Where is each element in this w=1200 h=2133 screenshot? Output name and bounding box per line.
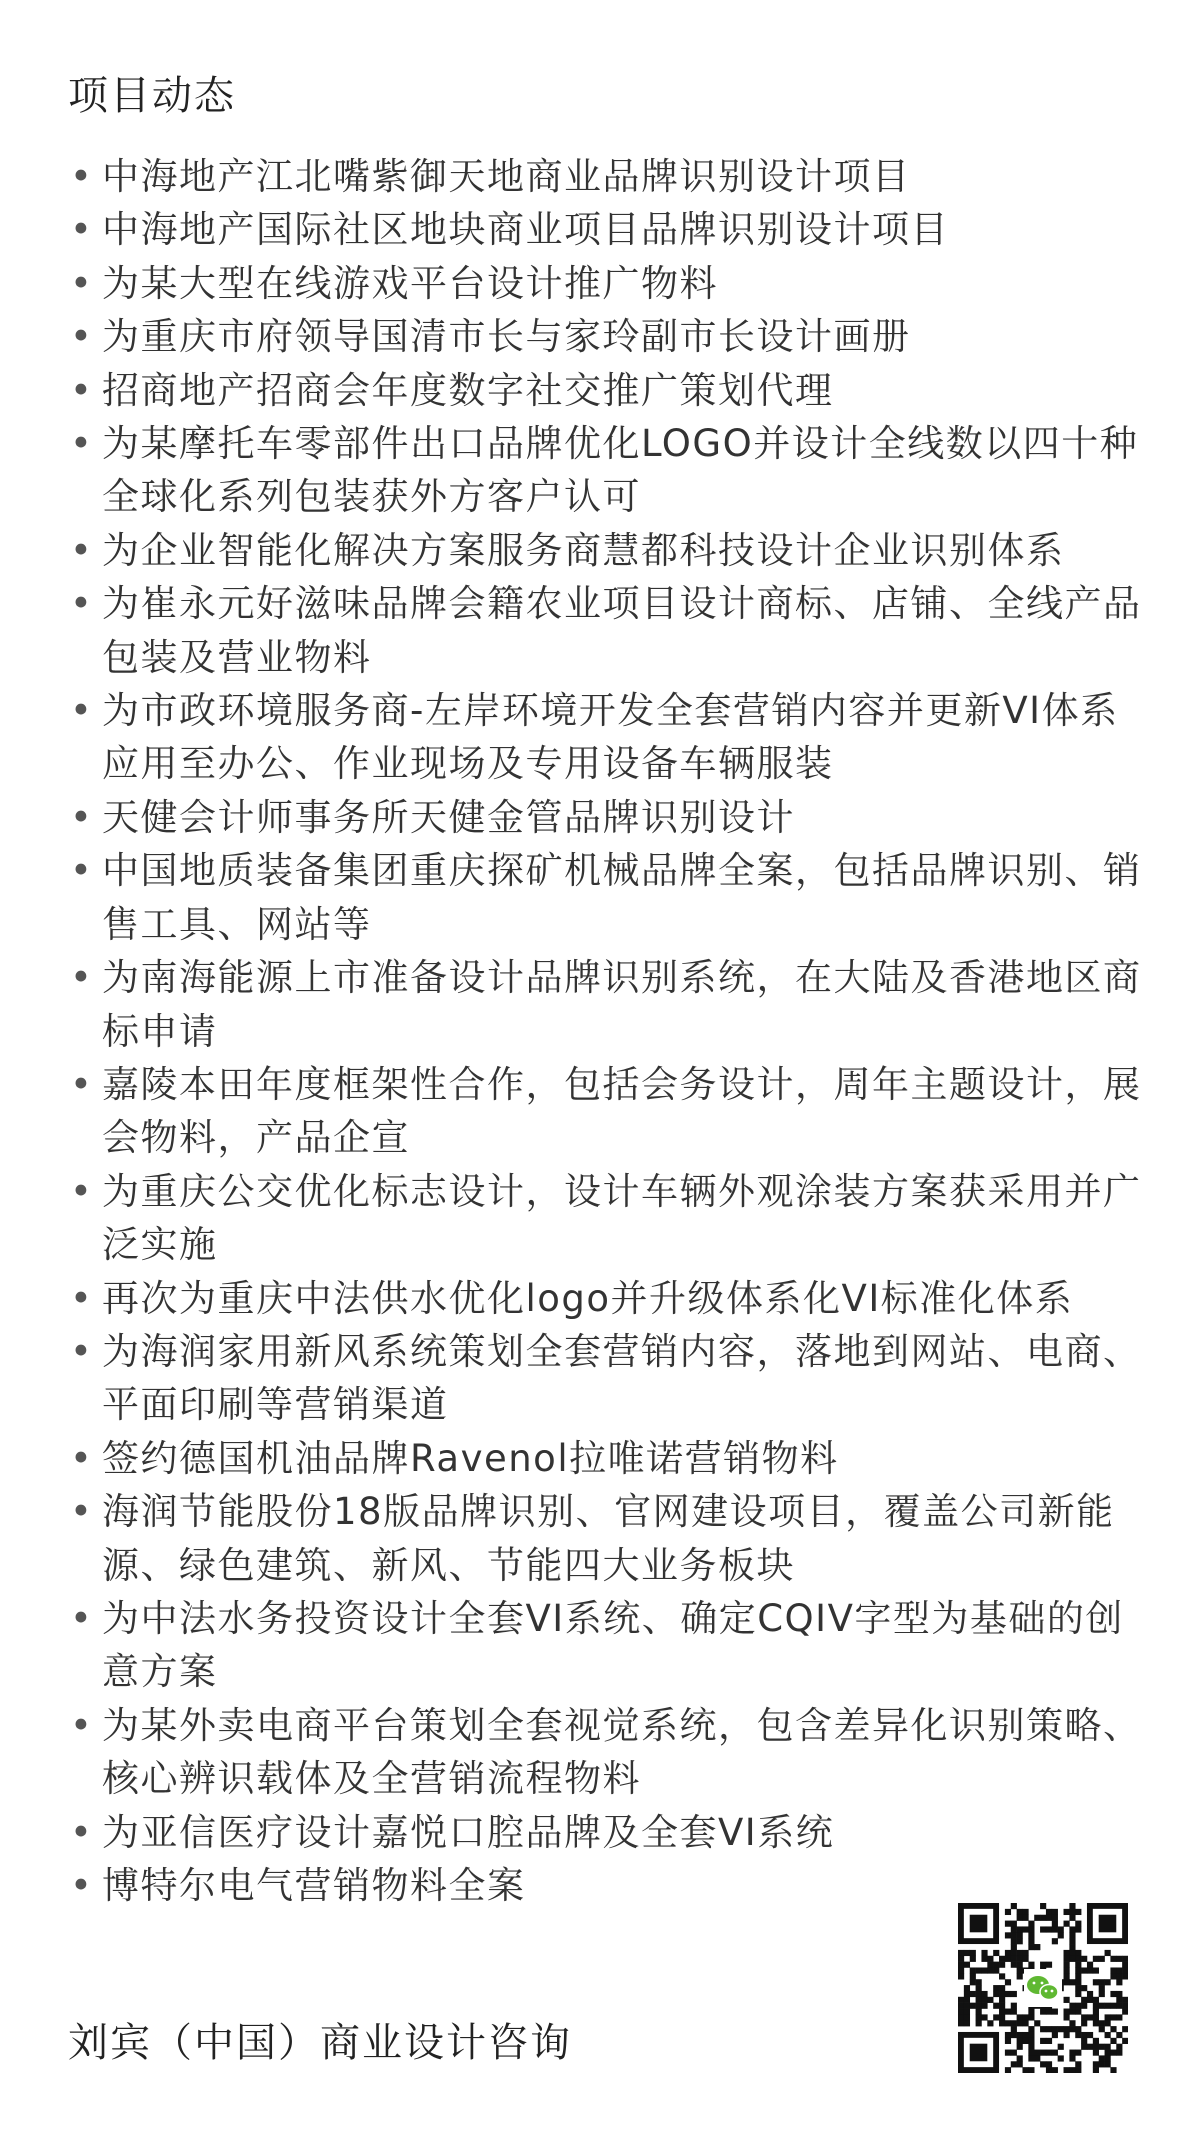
project-text: 博特尔电气营销物料全案 <box>102 1864 526 1907</box>
project-item <box>68 1699 1148 1806</box>
project-text: 为重庆公交优化标志设计，设计车辆外观涂装方案获采用并广泛实施 <box>102 1169 1142 1267</box>
project-text: 为某外卖电商平台策划全套视觉系统，包含差异化识别策略、核心辨识载体及全营销流程物料 <box>102 1703 1142 1801</box>
project-item <box>68 524 1148 577</box>
project-text: 招商地产招商会年度数字社交推广策划代理 <box>102 368 834 412</box>
project-list <box>68 150 1148 1912</box>
bullet-icon: • <box>70 1810 94 1854</box>
bullet-icon: • <box>70 582 94 626</box>
project-item <box>68 1058 1148 1165</box>
bullet-icon: • <box>70 208 94 252</box>
project-item <box>68 1432 1148 1485</box>
wechat-qr-code-icon[interactable] <box>958 1903 1128 2073</box>
bullet-icon: • <box>70 528 94 572</box>
project-item <box>68 150 1148 203</box>
project-text: 中海地产国际社区地块商业项目品牌识别设计项目 <box>102 208 949 252</box>
bullet-icon: • <box>70 1703 94 1747</box>
bullet-icon: • <box>70 368 94 412</box>
project-text: 为崔永元好滋味品牌会籍农业项目设计商标、店铺、全线产品包装及营业物料 <box>102 582 1142 679</box>
bullet-icon: • <box>70 689 94 733</box>
project-text: 为企业智能化解决方案服务商慧都科技设计企业识别体系 <box>102 528 1065 572</box>
project-text: 为亚信医疗设计嘉悦口腔品牌及全套VI系统 <box>102 1810 835 1854</box>
bullet-icon: • <box>70 1490 94 1534</box>
project-item <box>68 684 1148 791</box>
project-text: 签约德国机油品牌Ravenol拉唯诺营销物料 <box>102 1436 839 1480</box>
project-text: 为中法水务投资设计全套VI系统、确定CQIV字型为基础的创意方案 <box>102 1596 1124 1694</box>
bullet-icon: • <box>70 956 94 1000</box>
project-item <box>68 257 1148 310</box>
project-item <box>68 417 1148 524</box>
project-item <box>68 1592 1148 1699</box>
project-item <box>68 1325 1148 1432</box>
project-text: 中海地产江北嘴紫御天地商业品牌识别设计项目 <box>102 155 911 198</box>
project-text: 为某摩托车零部件出口品牌优化LOGO并设计全线数以四十种全球化系列包装获外方客户认可 <box>102 422 1139 519</box>
project-item <box>68 1272 1148 1325</box>
project-text: 为南海能源上市准备设计品牌识别系统，在大陆及香港地区商标申请 <box>102 956 1142 1053</box>
project-text: 为重庆市府领导国清市长与家玲副市长设计画册 <box>102 315 911 359</box>
project-item <box>68 1165 1148 1272</box>
project-text: 为某大型在线游戏平台设计推广物料 <box>102 261 718 305</box>
project-item <box>68 203 1148 256</box>
bullet-icon: • <box>70 315 94 359</box>
project-text: 为市政环境服务商-左岸环境开发全套营销内容并更新VI体系应用至办公、作业现场及专用设备车辆服装 <box>102 689 1119 786</box>
bullet-icon: • <box>70 1169 94 1213</box>
bullet-icon: • <box>70 795 94 839</box>
project-item <box>68 577 1148 684</box>
project-item <box>68 844 1148 951</box>
project-text: 海润节能股份18版品牌识别、官网建设项目，覆盖公司新能源、绿色建筑、新风、节能四大业务板块 <box>102 1490 1115 1587</box>
project-item <box>68 1806 1148 1859</box>
bullet-icon: • <box>70 1596 94 1640</box>
company-name: 刘宾（中国）商业设计咨询 <box>68 2020 572 2066</box>
project-item <box>68 310 1148 363</box>
bullet-icon: • <box>70 1329 94 1373</box>
project-text: 嘉陵本田年度框架性合作，包括会务设计，周年主题设计，展会物料，产品企宣 <box>102 1062 1142 1160</box>
bullet-icon: • <box>70 261 94 305</box>
bullet-icon: • <box>70 1062 94 1106</box>
project-text: 天健会计师事务所天健金管品牌识别设计 <box>102 795 795 839</box>
bullet-icon: • <box>70 155 94 198</box>
project-text: 再次为重庆中法供水优化logo并升级体系化VI标准化体系 <box>102 1276 1074 1320</box>
bullet-icon: • <box>70 422 94 466</box>
bullet-icon: • <box>70 1276 94 1320</box>
project-item <box>68 791 1148 844</box>
project-item <box>68 364 1148 417</box>
project-item <box>68 951 1148 1058</box>
bullet-icon: • <box>70 849 94 893</box>
project-text: 为海润家用新风系统策划全套营销内容，落地到网站、电商、平面印刷等营销渠道 <box>102 1329 1142 1427</box>
section-title: 项目动态 <box>68 73 236 119</box>
bullet-icon: • <box>70 1436 94 1480</box>
project-item <box>68 1485 1148 1592</box>
project-text: 中国地质装备集团重庆探矿机械品牌全案，包括品牌识别、销售工具、网站等 <box>102 849 1142 946</box>
bullet-icon: • <box>70 1864 94 1907</box>
